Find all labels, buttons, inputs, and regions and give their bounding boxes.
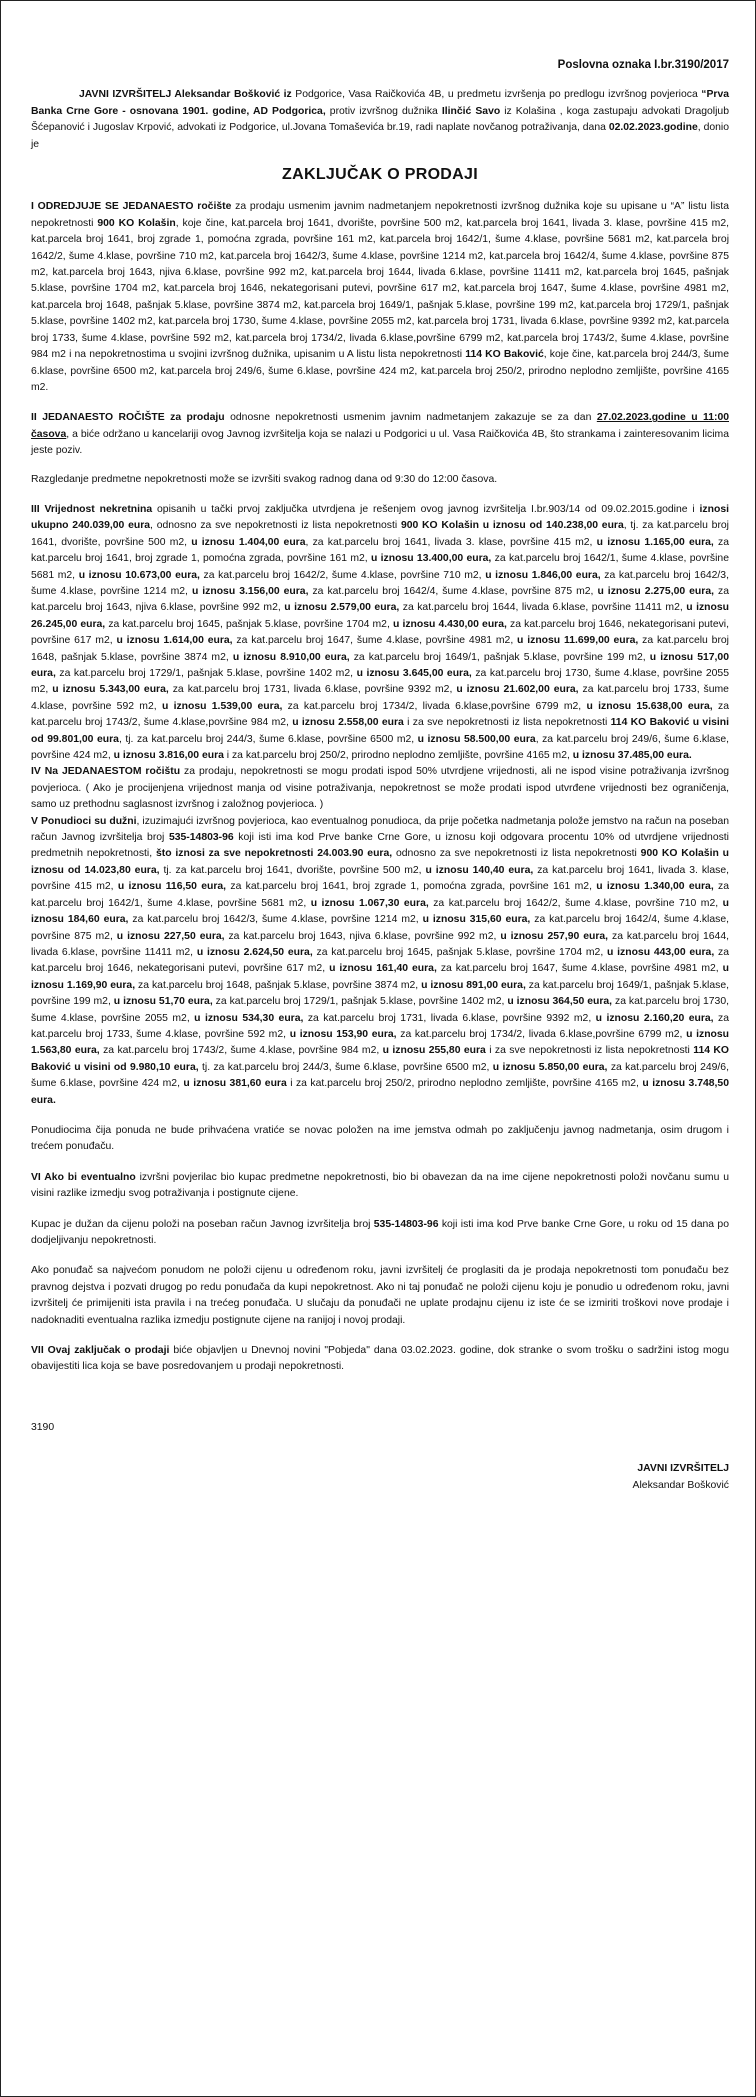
intro-paragraph <box>31 87 729 153</box>
emphasis: u iznosu 1.539,00 eura, <box>161 700 283 712</box>
emphasis: u iznosu 5.850,00 eura, <box>492 1061 608 1073</box>
text: za kat.parcelu broj 1642/4, šume 4.klase, površine 875 m2, <box>31 914 729 942</box>
emphasis: u iznosu 227,50 eura, <box>116 930 225 942</box>
text: za kat.parcelu broj 1648, pašnjak 5.klase, površine 3874 m2, <box>135 979 422 991</box>
emphasis: u iznosu 1.563,80 eura, <box>31 1028 730 1057</box>
section-6-heading: VI Ako bi eventualno <box>31 1171 136 1183</box>
emphasis: u iznosu 15.638,00 eura, <box>586 700 713 712</box>
text: za kat.parcelu broj 1642/2, šume 4.klase, površine 710 m2, <box>428 897 723 909</box>
emphasis: u iznosu 153,90 eura, <box>289 1028 397 1040</box>
text: , tj. za kat.parcelu broj 1641, dvorište, površine 500 m2, <box>31 520 729 548</box>
emphasis: u iznosu 3.748,50 eura. <box>31 1078 729 1106</box>
emphasis: u iznosu 161,40 eura, <box>329 963 437 975</box>
text: , koje čine, kat.parcela broj 1641, dvorište, površine 500 m2, kat.parcela broj 1641, livada 3. klase, površine 415 m2, kat.parcela broj 1641, broj zgrade 1, pomoćna zgrada, površine 161 m2, kat.parcela broj 1642/1, šume 4.klase, površine 5681 m2, kat.parcela broj 1642/2, šume 4.klase, površine 710 m2, kat.parcela broj 1642/3, šume 4.klase, površine 1214 m2, kat.parcela broj 1642/4, šume 4.klase, površine 875 m2, kat.parcela broj 1643, njiva 6.klase, površine 992 m2, kat.parcela broj 1644, livada 6.klase, površine 11411 m2, kat.parcela broj 1645, pašnjak 5.klase, površine 1704 m2, kat.parcela broj 1646, nekategorisani putevi, površine 617 m2, kat.parcela broj 1647, šume 4.klase, površine 4981 m2, kat.parcela broj 1648, pašnjak 5.klase, površine 3874 m2, kat.parcela broj 1649/1, pašnjak 5.klase, površine 199 m2, kat.parcela broj 1729/1, pašnjak 5.klase, površine 1402 m2, kat.parcela broj 1730, šume 4.klase, površine 2055 m2, kat.parcela broj 1731, livada 6.klase, površine 9392 m2, kat.parcela broj 1733, šume 4.klase, površine 592 m2, kat.parcela broj 1734/2, livada 6.klase,površine 6799 m2, kat.parcela broj 1743/2, šume 4.klase, površine 984 m2 i na nepokretnostima u svojini izvršnog dužnika, upisanim u A listu lista nepokretnosti <box>31 217 729 361</box>
emphasis: u iznosu 2.579,00 eura, <box>284 602 400 614</box>
text: , koje čine, kat.parcela broj 244/3, šume 6.klase, površine 6500 m2, kat.parcela broj 249/6, šume 6.klase, površine 424 m2, kat.parcela broj 250/2, prirodno neplodno zemljište, površine 4165 m2. <box>31 349 729 393</box>
emphasis: u iznosu 381,60 eura <box>183 1078 287 1090</box>
emphasis: u iznosu 51,70 eura, <box>113 996 213 1008</box>
text: za prodaju, nepokretnosti se mogu prodati ispod 50% utvrdjene vrijednosti, ali ne ispod visine potraživanja izvršnog povjerioca. ( Ako je procijenjena vrijednost manja od visine potraživanja, nepokretnost se može prodati ispod utvrđene vrijednosti bez ograničenja, samo uz prethodnu saglasnost izvršnog i založnog povjerioca. ) <box>31 766 729 811</box>
emphasis: u iznosu 1.169,90 eura, <box>31 963 729 991</box>
emphasis: u iznosu 184,60 eura, <box>31 897 729 926</box>
emphasis: u iznosu 1.404,00 eura <box>191 536 306 548</box>
text: za kat.parcelu broj 1642/2, šume 4.klase, površine 710 m2, <box>199 569 486 581</box>
emphasis: 900 KO Kolašin u iznosu od 14.023,80 eura, <box>31 848 730 876</box>
default-paragraph: Ako ponuđač sa najvećom ponudom ne položi cijenu u određenom roku, javni izvršitelj će proglasiti da je prodaja nepokretnosti tom ponuđaču bez pravnog dejstva i pozvati drugog po redu ponuđača da kupi nepokretnost. Ako ni taj ponuđač ne položi cijenu koju je ponudio u određenom roku, javni izvršitelj će primijeniti ista pravila i na trećeg ponuđača. U slučaju da ponuđači ne uplate prodajnu cijenu iz iste će se izmiriti troškovi nove prodaje i nadoknaditi eventualna razlika izmedju postignute cijene na ranijoj i novoj prodaji. <box>31 1265 729 1326</box>
intro-date: 02.02.2023.godine <box>608 122 698 134</box>
signature-block <box>31 1460 729 1494</box>
emphasis: 114 KO Baković <box>465 349 544 361</box>
section-5 <box>31 814 729 1109</box>
emphasis: u iznosu 315,60 eura, <box>422 914 531 926</box>
text: za kat.parcelu broj 1642/1, šume 4.klase, površine 5681 m2, <box>31 881 729 909</box>
text: , izuzimajući izvršnog povjerioca, kao eventualnog ponudioca, da prije početka nadmetanja polože jemstvo na račun na poseban račun Javnog izvršitelja broj <box>31 815 730 844</box>
text: za kat.parcelu broj 1642/4, šume 4.klase, površine 875 m2, <box>308 585 598 597</box>
text: i za kat.parcelu broj 250/2, prirodno neplodno zemljište, površine 4165 m2, <box>223 750 573 762</box>
text: i za sve nepokretnosti iz lista nepokretnosti <box>485 1045 694 1057</box>
emphasis: u iznosu 13.400,00 eura, <box>370 553 492 565</box>
emphasis: u iznosu 534,30 eura, <box>194 1012 304 1024</box>
emphasis: u iznosu 2.160,20 eura, <box>595 1012 714 1024</box>
hearing-date: 27.02.2023.godine u 11:00 časova <box>31 412 729 440</box>
emphasis: u iznosu 3.156,00 eura, <box>191 585 309 597</box>
text: i za kat.parcelu broj 250/2, prirodno neplodno zemljište, površine 4165 m2, <box>286 1078 643 1090</box>
section-6 <box>31 1170 729 1203</box>
emphasis: u iznosu 26.245,00 eura, <box>31 602 729 630</box>
text: koji isti ima kod Prve banke Crne Gore, u iznosu koji odgovara procentu 10% od utvrdjene vrijednosti predmetnih nepokretnosti, <box>31 832 729 860</box>
emphasis: u iznosu 8.910,00 eura, <box>232 651 350 663</box>
text: za kat.parcelu broj 1646, nekategorisani putevi, površine 617 m2, <box>31 946 729 975</box>
text: biće objavljen u Dnevnoj novini "Pobjeda" dana 03.02.2023. godine, dok stranke o svom trošku o sadržini istog mogu obavijestiti lica koja se bave posredovanjem u prodaji nepokretnosti. <box>31 1345 729 1373</box>
emphasis: u iznosu 1.165,00 eura, <box>596 536 714 548</box>
emphasis: u iznosu 255,80 eura <box>382 1045 486 1057</box>
text: odnosne nepokretnosti usmenim javnim nadmetanjem zakazuje se za dan <box>224 412 597 424</box>
emphasis: u iznosu 1.340,00 eura, <box>596 881 714 893</box>
viewing-hours: Razgledanje predmetne nepokretnosti može se izvršiti svakog radnog dana od 9:30 do 12:00 časova. <box>31 473 498 485</box>
text: za kat.parcelu broj 1643, njiva 6.klase, površine 992 m2, <box>31 585 729 614</box>
text: za kat.parcelu broj 1743/2, šume 4.klase, površine 984 m2, <box>99 1045 383 1057</box>
text: , odnosno za sve nepokretnosti iz lista nepokretnosti <box>150 520 401 532</box>
text: za kat.parcelu broj 1642/1, šume 4.klase, površine 5681 m2, <box>31 553 729 581</box>
emphasis: u iznosu 58.500,00 eura <box>417 733 536 745</box>
emphasis: iznosi ukupno 240.039,00 eura <box>31 503 729 532</box>
emphasis: u iznosu 443,00 eura, <box>607 946 715 958</box>
text: Kupac je dužan da cijenu položi na poseban račun Javnog izvršitelja broj <box>31 1218 374 1230</box>
section-1 <box>31 199 729 396</box>
text: , za kat.parcelu broj 249/6, šume 6.klase, površine 424 m2, <box>31 733 729 762</box>
emphasis: u iznosu 5.343,00 eura, <box>52 684 169 696</box>
emphasis: u iznosu 517,00 eura, <box>31 651 729 679</box>
section-4-heading: IV Na JEDANAESTOM ročištu <box>31 766 181 778</box>
emphasis: 114 KO Baković u visini od 99.801,00 eura <box>31 717 729 745</box>
text: za kat.parcelu broj 1649/1, pašnjak 5.klase, površine 199 m2, <box>349 651 650 663</box>
emphasis: u iznosu 1.846,00 eura, <box>485 569 601 581</box>
section-3 <box>31 502 729 765</box>
intro-bailiff: JAVNI IZVRŠITELJ Aleksandar Bošković iz <box>79 89 292 101</box>
text: za kat.parcelu broj 1734/2, livada 6.klase,površine 6799 m2, <box>282 700 587 712</box>
section-2-heading: II JEDANAESTO ROČIŠTE za prodaju <box>31 412 225 424</box>
intro-text: iz Kolašina , koga zastupaju advokati Dragoljub Šćepanović i Jugoslav Krpović, advokati iz Podgorice, ul.Jovana Tomaševića br.19, radi naplate novčanog potraživanja, dana <box>31 105 729 134</box>
section-5-heading: V Ponudioci su dužni <box>31 815 137 827</box>
emphasis: u iznosu 3.645,00 eura, <box>356 668 472 679</box>
text: za kat.parcelu broj 1645, pašnjak 5.klase, površine 1704 m2, <box>105 618 393 630</box>
section-2 <box>31 410 729 459</box>
text: za kat.parcelu broj 1646, nekategorisani putevi, površine 617 m2, <box>31 618 729 647</box>
emphasis: u iznosu 21.602,00 eura, <box>456 684 579 696</box>
signature-name: Aleksandar Bošković <box>632 1480 729 1492</box>
text: za kat.parcelu broj 1641, livada 3. klase, površine 415 m2, <box>31 864 730 893</box>
document-title: ZAKLJUČAK O PRODAJI <box>282 166 478 184</box>
text: odnosno za sve nepokretnosti iz lista nepokretnosti <box>392 848 641 860</box>
emphasis: što iznosi za sve nepokretnosti 24.003.90 eura, <box>155 848 393 860</box>
intro-text: Podgorice, Vasa Raičkovića 4B, u predmetu izvršenja po predlogu izvršnog povjerioca <box>291 89 702 101</box>
reference-number: Poslovna oznaka I.br.3190/2017 <box>557 59 729 71</box>
payment-paragraph <box>31 1217 729 1250</box>
text: za kat.parcelu broj 1641, broj zgrade 1, pomoćna zgrada, površine 161 m2, <box>226 881 597 893</box>
text: za kat.parcelu broj 1743/2, šume 4.klase,površine 984 m2, <box>31 700 729 729</box>
section-4 <box>31 764 729 813</box>
emphasis: u iznosu 10.673,00 eura, <box>78 569 200 581</box>
text: za kat.parcelu broj 1729/1, pašnjak 5.klase, površine 1402 m2, <box>212 996 508 1008</box>
emphasis: u iznosu 1.067,30 eura, <box>310 897 429 909</box>
refund-paragraph: Ponudiocima čija ponuda ne bude prihvaćena vratiće se novac položen na ime jemstva odmah po zaključenju javnog nadmetanja, osim drugom i trećem ponuđaču. <box>31 1124 729 1153</box>
text: za kat.parcelu broj 1733, šume 4.klase, površine 592 m2, <box>31 1012 729 1040</box>
text: tj. za kat.parcelu broj 244/3, šume 6.klase, površine 6500 m2, <box>198 1061 493 1073</box>
text: za kat.parcelu broj 1641, broj zgrade 1, pomoćna zgrada, površine 161 m2, <box>31 536 729 565</box>
emphasis: u iznosu 116,50 eura, <box>117 881 227 893</box>
text: za kat.parcelu broj 1642/3, šume 4.klase, površine 1214 m2, <box>31 569 729 597</box>
text: tj. za kat.parcelu broj 1641, dvorište, površine 500 m2, <box>159 864 426 876</box>
signature-role: JAVNI IZVRŠITELJ <box>637 1463 729 1475</box>
account-number: 535-14803-96 <box>168 832 234 844</box>
intro-text: , donio je <box>31 122 729 150</box>
intro-text: protiv izvršnog dužnika <box>325 105 442 117</box>
text: za kat.parcelu broj 1645, pašnjak 5.klase, površine 1704 m2, <box>312 946 608 958</box>
text: koji isti ima kod Prve banke Crne Gore, u roku od 15 dana po dodjeljivanju nepokretnosti. <box>31 1218 729 1246</box>
section-7-heading: VII Ovaj zaključak o prodaji <box>31 1345 170 1357</box>
text: za kat.parcelu broj 1734/2, livada 6.klase,površine 6799 m2, <box>396 1028 687 1040</box>
text: za kat.parcelu broj 1644, livada 6.klase, površine 11411 m2, <box>399 602 687 614</box>
text: za kat.parcelu broj 1649/1, pašnjak 5.klase, površine 199 m2, <box>31 979 729 1008</box>
emphasis: u iznosu 2.275,00 eura, <box>597 585 714 597</box>
text: za kat.parcelu broj 1730, šume 4.klase, površine 2055 m2, <box>31 668 729 696</box>
emphasis: u iznosu 1.614,00 eura, <box>116 635 233 647</box>
emphasis: u iznosu 140,40 eura, <box>425 864 534 876</box>
section-3-heading: III Vrijednost nekretnina <box>31 503 153 515</box>
emphasis: 900 KO Kolašin <box>97 217 176 229</box>
emphasis: u iznosu 3.816,00 eura <box>113 750 224 762</box>
text: za kat.parcelu broj 249/6, šume 6.klase, površine 424 m2, <box>31 1061 729 1090</box>
text: za kat.parcelu broj 1644, livada 6.klase, površine 11411 m2, <box>31 930 729 958</box>
text: za kat.parcelu broj 1733, šume 4.klase, površine 592 m2, <box>31 684 729 712</box>
text: za kat.parcelu broj 1729/1, pašnjak 5.klase, površine 1402 m2, <box>55 668 357 679</box>
intro-creditor: “Prva Banka Crne Gore - osnovana 1901. godine, AD Podgorica, <box>31 89 730 117</box>
emphasis: 114 KO Baković u visini od 9.980,10 eura, <box>31 1045 729 1073</box>
section-7 <box>31 1343 729 1376</box>
emphasis: u iznosu 37.485,00 eura. <box>572 750 692 762</box>
emphasis: 900 KO Kolašin u iznosu od 140.238,00 eura <box>400 520 624 532</box>
text: za kat.parcelu broj 1643, njiva 6.klase, površine 992 m2, <box>224 930 501 942</box>
emphasis: u iznosu 4.430,00 eura, <box>392 618 507 630</box>
notice-number: 3190 <box>31 1421 55 1433</box>
emphasis: u iznosu 2.558,00 eura <box>292 717 404 729</box>
text: za kat.parcelu broj 1730, šume 4.klase, površine 2055 m2, <box>31 996 729 1024</box>
text: , a biće održano u kancelariji ovog Javnog izvršitelja koja se nalazi u Podgorici u ul. Vasa Raičkovića 4B, što strankama i zainteresovanim licima jeste poziv. <box>31 428 729 457</box>
emphasis: u iznosu 257,90 eura, <box>500 930 609 942</box>
text: , za kat.parcelu broj 1641, livada 3. klase, površine 415 m2, <box>305 536 597 548</box>
text: za kat.parcelu broj 1731, livada 6.klase, površine 9392 m2, <box>168 684 457 696</box>
intro-debtor: Ilinčić Savo <box>441 105 501 117</box>
text: za kat.parcelu broj 1642/3, šume 4.klase, površine 1214 m2, <box>128 914 423 926</box>
account-number: 535-14803-96 <box>373 1218 439 1230</box>
text: , tj. za kat.parcelu broj 244/3, šume 6.klase, površine 6500 m2, <box>118 733 418 745</box>
text: za kat.parcelu broj 1647, šume 4.klase, površine 4981 m2, <box>436 963 723 975</box>
text: za kat.parcelu broj 1647, šume 4.klase, površine 4981 m2, <box>232 635 518 647</box>
text: za kat.parcelu broj 1648, pašnjak 5.klase, površine 3874 m2, <box>31 635 729 663</box>
emphasis: u iznosu 891,00 eura, <box>421 979 526 991</box>
emphasis: u iznosu 2.624,50 eura, <box>196 946 313 958</box>
emphasis: u iznosu 11.699,00 eura, <box>517 635 639 647</box>
section-1-heading: I ODREDJUJE SE JEDANAESTO ročište <box>31 201 232 213</box>
text: opisanih u tački prvoj zaključka utvrdjena je rešenjem ovog javnog izvršitelja I.br.903/14 od 09.02.2015.godine i <box>152 503 700 515</box>
text: izvršni povjerilac bio kupac predmetne nepokretnosti, bio bi obavezan da na ime cijene nepokretnosti položi novčanu sumu u visini razlike izmedju svog potraživanja i postignute cijene. <box>31 1171 729 1200</box>
text: za kat.parcelu broj 1731, livada 6.klase, površine 9392 m2, <box>303 1012 596 1024</box>
emphasis: u iznosu 364,50 eura, <box>507 996 613 1008</box>
text: i za sve nepokretnosti iz lista nepokretnosti <box>403 717 611 729</box>
text: za prodaju usmenim javnim nadmetanjem nepokretnosti izvršnog dužnika koje su upisane u “A” listu lista nepokretnosti <box>31 201 729 229</box>
